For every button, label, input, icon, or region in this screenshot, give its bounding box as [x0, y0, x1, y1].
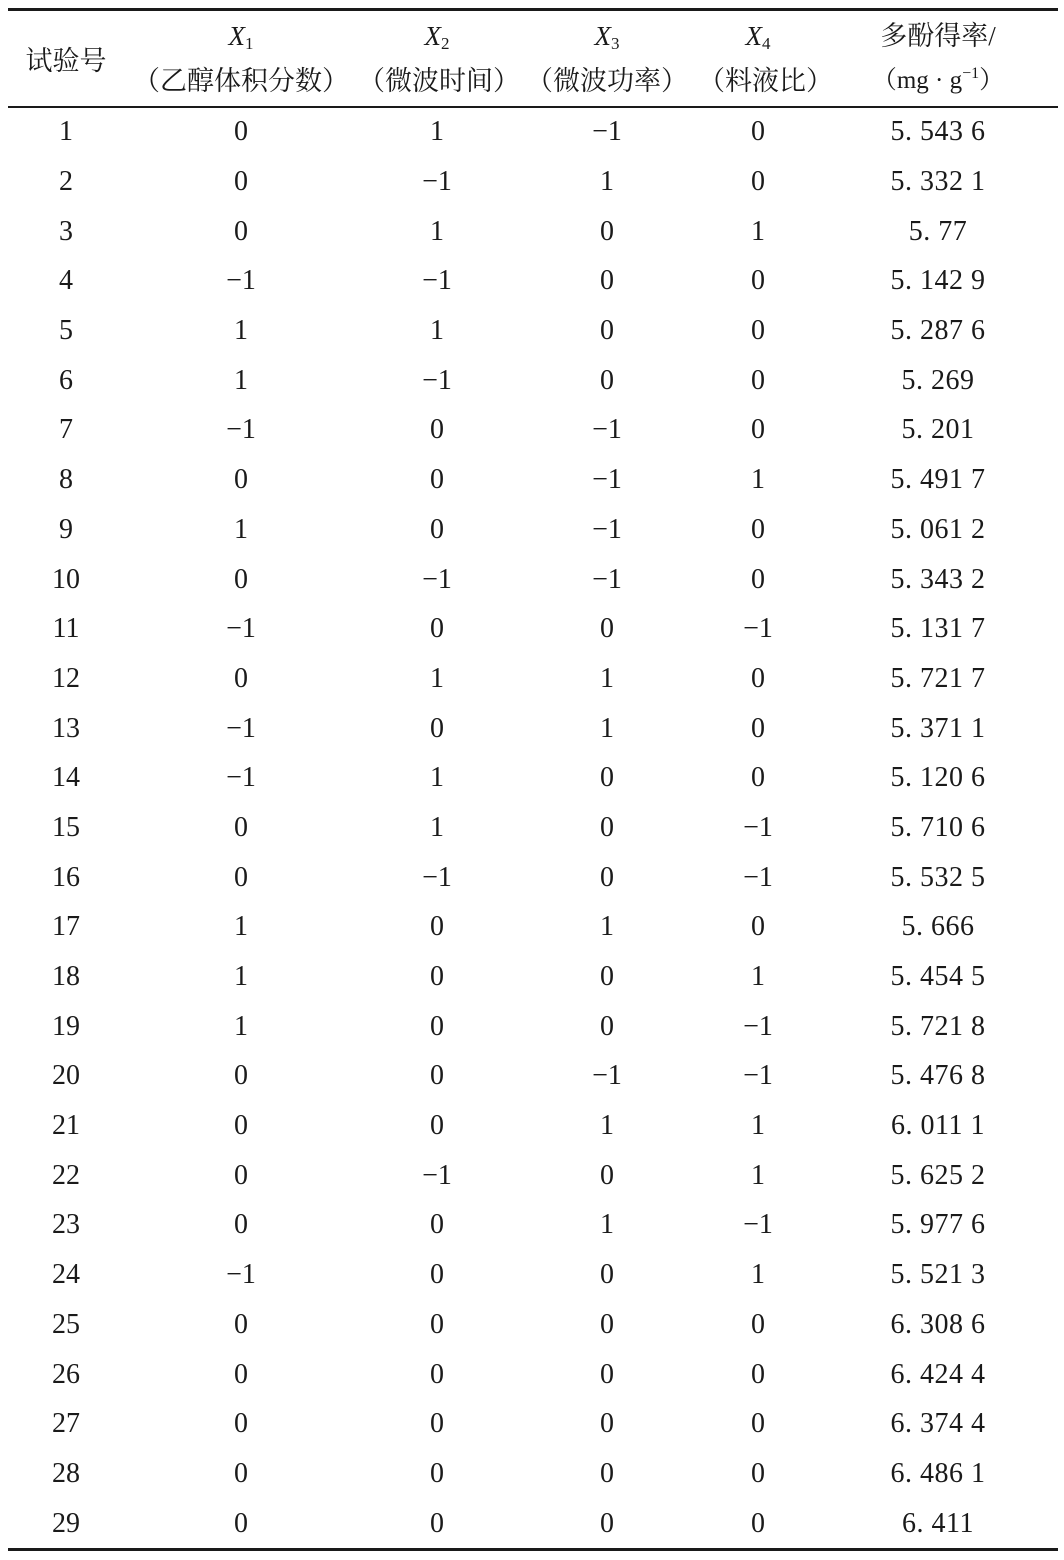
x3-cell: 0 — [600, 364, 614, 396]
x2-cell: 0 — [430, 1259, 444, 1291]
table-row — [8, 1201, 1058, 1251]
table-row — [8, 952, 1058, 1002]
yield-cell: 5. 543 6 — [890, 116, 986, 148]
trial-number-cell: 25 — [52, 1308, 80, 1340]
x1-cell: 0 — [234, 1308, 248, 1340]
table-row — [8, 1052, 1058, 1102]
x3-header — [516, 11, 698, 106]
x2-cell: 0 — [430, 613, 444, 645]
x4-cell: 0 — [751, 762, 765, 794]
trial-number-cell: 19 — [52, 1010, 80, 1042]
x4-cell: −1 — [743, 613, 773, 645]
yield-cell: 5. 491 7 — [890, 464, 986, 496]
x2-cell: 0 — [430, 1209, 444, 1241]
x4-variable: $X_4$ — [745, 20, 771, 53]
x1-cell: 0 — [234, 1159, 248, 1191]
x4-cell: −1 — [743, 861, 773, 893]
table-row — [8, 356, 1058, 406]
x3-cell: −1 — [592, 414, 622, 446]
trial-number-cell: 11 — [52, 613, 80, 645]
yield-cell: 5. 061 2 — [890, 513, 986, 545]
yield-cell: 5. 131 7 — [890, 613, 986, 645]
table-header — [8, 11, 1058, 106]
trial-number-cell: 14 — [52, 762, 80, 794]
table-row — [8, 1250, 1058, 1300]
x1-cell: 0 — [234, 1507, 248, 1539]
x2-cell: 0 — [430, 911, 444, 943]
x1-cell: 0 — [234, 1408, 248, 1440]
trial-number-cell: 24 — [52, 1259, 80, 1291]
yield-unit: $(mg \cdot g^{-1})$ — [871, 65, 1005, 94]
table-row — [8, 455, 1058, 505]
x1-cell: 0 — [234, 563, 248, 595]
x1-cell: 0 — [234, 1110, 248, 1142]
x3-cell: 1 — [600, 1209, 614, 1241]
trial-number-cell: 20 — [52, 1060, 80, 1092]
x4-cell: 0 — [751, 166, 765, 198]
x3-cell: 0 — [600, 1308, 614, 1340]
x1-cell: 1 — [234, 513, 248, 545]
x1-cell: −1 — [226, 613, 256, 645]
trial-number-cell: 6 — [59, 364, 73, 396]
trial-number-cell: 1 — [59, 116, 73, 148]
x1-cell: −1 — [226, 265, 256, 297]
table-row — [8, 1151, 1058, 1201]
x4-cell: 0 — [751, 116, 765, 148]
x4-cell: 0 — [751, 265, 765, 297]
x4-description: （料液比） — [698, 65, 833, 96]
x4-header — [698, 11, 833, 106]
table-row — [8, 1399, 1058, 1449]
x2-cell: 1 — [430, 662, 444, 694]
trial-number-cell: 8 — [59, 464, 73, 496]
x4-cell: 0 — [751, 1408, 765, 1440]
table-row — [8, 1499, 1058, 1549]
table-row — [8, 306, 1058, 356]
x4-cell: 1 — [751, 1110, 765, 1142]
trial-number-cell: 4 — [59, 265, 73, 297]
x1-variable: $X_1$ — [228, 20, 254, 53]
x3-cell: 1 — [600, 712, 614, 744]
table-row — [8, 1350, 1058, 1400]
yield-cell: 5. 343 2 — [890, 563, 986, 595]
x4-cell: 0 — [751, 513, 765, 545]
trial-number-cell: 18 — [52, 961, 80, 993]
yield-cell: 6. 411 — [902, 1507, 974, 1539]
x1-cell: 1 — [234, 364, 248, 396]
x2-cell: 0 — [430, 1507, 444, 1539]
yield-cell: 5. 269 — [901, 364, 975, 396]
table-row — [8, 704, 1058, 754]
x2-cell: −1 — [422, 1159, 452, 1191]
table-row — [8, 555, 1058, 605]
x1-cell: −1 — [226, 1259, 256, 1291]
x1-cell: 0 — [234, 1209, 248, 1241]
yield-cell: 5. 201 — [901, 414, 975, 446]
x2-cell: 0 — [430, 464, 444, 496]
table-row — [8, 1449, 1058, 1499]
x1-cell: −1 — [226, 762, 256, 794]
table-row — [8, 108, 1058, 158]
x3-cell: 0 — [600, 861, 614, 893]
x3-cell: 0 — [600, 315, 614, 347]
x1-cell: 0 — [234, 861, 248, 893]
x3-cell: 0 — [600, 215, 614, 247]
trial-number-cell: 22 — [52, 1159, 80, 1191]
trial-number-cell: 10 — [52, 563, 80, 595]
x1-cell: 1 — [234, 1010, 248, 1042]
yield-cell: 5. 721 7 — [890, 662, 986, 694]
x1-cell: 0 — [234, 116, 248, 148]
x2-cell: 0 — [430, 712, 444, 744]
x3-cell: 0 — [600, 1457, 614, 1489]
yield-cell: 6. 011 1 — [891, 1110, 985, 1142]
x1-cell: 0 — [234, 464, 248, 496]
x4-cell: 0 — [751, 315, 765, 347]
x2-cell: −1 — [422, 265, 452, 297]
x4-cell: 0 — [751, 712, 765, 744]
trial-number-cell: 29 — [52, 1507, 80, 1539]
x4-cell: 0 — [751, 1358, 765, 1390]
yield-cell: 5. 721 8 — [890, 1010, 986, 1042]
x3-cell: 1 — [600, 166, 614, 198]
table-row — [8, 903, 1058, 953]
x3-cell: −1 — [592, 513, 622, 545]
bottom-rule — [8, 1548, 1058, 1551]
x1-cell: 0 — [234, 215, 248, 247]
x2-cell: −1 — [422, 861, 452, 893]
x4-cell: 0 — [751, 1457, 765, 1489]
trial-number-cell: 21 — [52, 1110, 80, 1142]
table-row — [8, 753, 1058, 803]
x2-cell: 0 — [430, 961, 444, 993]
trial-number-cell: 26 — [52, 1358, 80, 1390]
x3-cell: 0 — [600, 811, 614, 843]
x4-cell: 1 — [751, 215, 765, 247]
yield-cell: 6. 486 1 — [890, 1457, 986, 1489]
yield-cell: 6. 424 4 — [890, 1358, 986, 1390]
x4-cell: −1 — [743, 1060, 773, 1092]
x3-description: （微波功率） — [526, 65, 688, 96]
trial-number-cell: 7 — [59, 414, 73, 446]
x3-cell: 0 — [600, 265, 614, 297]
x3-cell: 0 — [600, 613, 614, 645]
table-row — [8, 604, 1058, 654]
x2-cell: 0 — [430, 1110, 444, 1142]
x2-cell: 1 — [430, 811, 444, 843]
x3-cell: −1 — [592, 464, 622, 496]
table-row — [8, 853, 1058, 903]
x2-cell: 0 — [430, 513, 444, 545]
yield-cell: 5. 142 9 — [890, 265, 986, 297]
x4-cell: 1 — [751, 1159, 765, 1191]
x2-description: （微波时间） — [358, 65, 520, 96]
yield-cell: 5. 532 5 — [890, 861, 986, 893]
x3-cell: 1 — [600, 662, 614, 694]
yield-cell: 5. 287 6 — [890, 315, 986, 347]
trial-number-cell: 9 — [59, 513, 73, 545]
x2-cell: 0 — [430, 1060, 444, 1092]
x3-cell: 0 — [600, 1259, 614, 1291]
x2-cell: 1 — [430, 116, 444, 148]
x4-cell: −1 — [743, 1209, 773, 1241]
x1-cell: 0 — [234, 1457, 248, 1489]
trial-number-cell: 3 — [59, 215, 73, 247]
x1-cell: 0 — [234, 166, 248, 198]
x2-cell: 0 — [430, 1010, 444, 1042]
yield-cell: 5. 332 1 — [890, 166, 986, 198]
trial-number-cell: 27 — [52, 1408, 80, 1440]
x2-cell: −1 — [422, 166, 452, 198]
x4-cell: 0 — [751, 414, 765, 446]
x1-description: （乙醇体积分数） — [133, 65, 349, 96]
x1-cell: 0 — [234, 1060, 248, 1092]
x2-cell: 0 — [430, 1408, 444, 1440]
x2-cell: 1 — [430, 315, 444, 347]
x3-cell: 0 — [600, 1507, 614, 1539]
table-row — [8, 654, 1058, 704]
x1-cell: 1 — [234, 911, 248, 943]
x3-cell: 0 — [600, 1010, 614, 1042]
x3-cell: 1 — [600, 1110, 614, 1142]
x4-cell: −1 — [743, 811, 773, 843]
yield-cell: 5. 476 8 — [890, 1060, 986, 1092]
yield-cell: 5. 454 5 — [890, 961, 986, 993]
x1-cell: 0 — [234, 811, 248, 843]
x2-cell: 1 — [430, 762, 444, 794]
x4-cell: 0 — [751, 1308, 765, 1340]
trial-number-cell: 16 — [52, 861, 80, 893]
x1-cell: 1 — [234, 315, 248, 347]
x1-cell: 0 — [234, 662, 248, 694]
x2-variable: $X_2$ — [424, 20, 450, 53]
yield-cell: 5. 120 6 — [890, 762, 986, 794]
x4-cell: 0 — [751, 662, 765, 694]
x4-cell: 0 — [751, 563, 765, 595]
x3-cell: −1 — [592, 116, 622, 148]
table-row — [8, 257, 1058, 307]
yield-cell: 5. 710 6 — [890, 811, 986, 843]
table-row — [8, 505, 1058, 555]
trial-number-header: 试验号 — [25, 46, 107, 76]
x1-cell: −1 — [226, 712, 256, 744]
x1-cell: 1 — [234, 961, 248, 993]
trial-number-cell: 28 — [52, 1457, 80, 1489]
x2-cell: 0 — [430, 1308, 444, 1340]
trial-number-cell: 15 — [52, 811, 80, 843]
x3-cell: 1 — [600, 911, 614, 943]
x1-header — [124, 11, 358, 106]
yield-cell: 5. 521 3 — [890, 1259, 986, 1291]
yield-cell: 5. 371 1 — [890, 712, 986, 744]
x4-cell: 1 — [751, 1259, 765, 1291]
table-row — [8, 1300, 1058, 1350]
x3-cell: 0 — [600, 762, 614, 794]
design-results-body — [8, 108, 1058, 1549]
x2-cell: 0 — [430, 1457, 444, 1489]
table-row — [8, 157, 1058, 207]
x4-cell: −1 — [743, 1010, 773, 1042]
x3-variable: $X_3$ — [594, 20, 620, 53]
table-row — [8, 1101, 1058, 1151]
x4-cell: 1 — [751, 464, 765, 496]
x1-cell: 0 — [234, 1358, 248, 1390]
x2-cell: −1 — [422, 563, 452, 595]
x2-cell: 0 — [430, 414, 444, 446]
x2-cell: −1 — [422, 364, 452, 396]
table-row — [8, 406, 1058, 456]
table-row — [8, 207, 1058, 257]
x4-cell: 0 — [751, 364, 765, 396]
trial-number-cell: 5 — [59, 315, 73, 347]
design-results-table — [8, 11, 1058, 106]
trial-number-cell: 2 — [59, 166, 73, 198]
table-row — [8, 803, 1058, 853]
yield-title: 多酚得率/ — [880, 21, 996, 51]
yield-cell: 5. 625 2 — [890, 1159, 986, 1191]
trial-number-cell: 13 — [52, 712, 80, 744]
x4-cell: 0 — [751, 1507, 765, 1539]
yield-cell: 5. 666 — [901, 911, 975, 943]
x4-cell: 0 — [751, 911, 765, 943]
yield-cell: 6. 374 4 — [890, 1408, 986, 1440]
x1-cell: −1 — [226, 414, 256, 446]
x2-cell: 1 — [430, 215, 444, 247]
yield-cell: 5. 77 — [908, 215, 968, 247]
trial-number-cell: 23 — [52, 1209, 80, 1241]
x3-cell: −1 — [592, 1060, 622, 1092]
x3-cell: 0 — [600, 961, 614, 993]
table-row — [8, 1002, 1058, 1052]
x3-cell: −1 — [592, 563, 622, 595]
x4-cell: 1 — [751, 961, 765, 993]
polyphenol-yield-header — [818, 11, 1058, 106]
x3-cell: 0 — [600, 1408, 614, 1440]
x2-cell: 0 — [430, 1358, 444, 1390]
experiment-design-table — [8, 8, 1058, 1551]
x3-cell: 0 — [600, 1159, 614, 1191]
x2-header — [358, 11, 520, 106]
x3-cell: 0 — [600, 1358, 614, 1390]
trial-number-cell: 12 — [52, 662, 80, 694]
yield-cell: 5. 977 6 — [890, 1209, 986, 1241]
yield-cell: 6. 308 6 — [890, 1308, 986, 1340]
trial-number-cell: 17 — [52, 911, 80, 943]
table-body — [8, 108, 1058, 1549]
